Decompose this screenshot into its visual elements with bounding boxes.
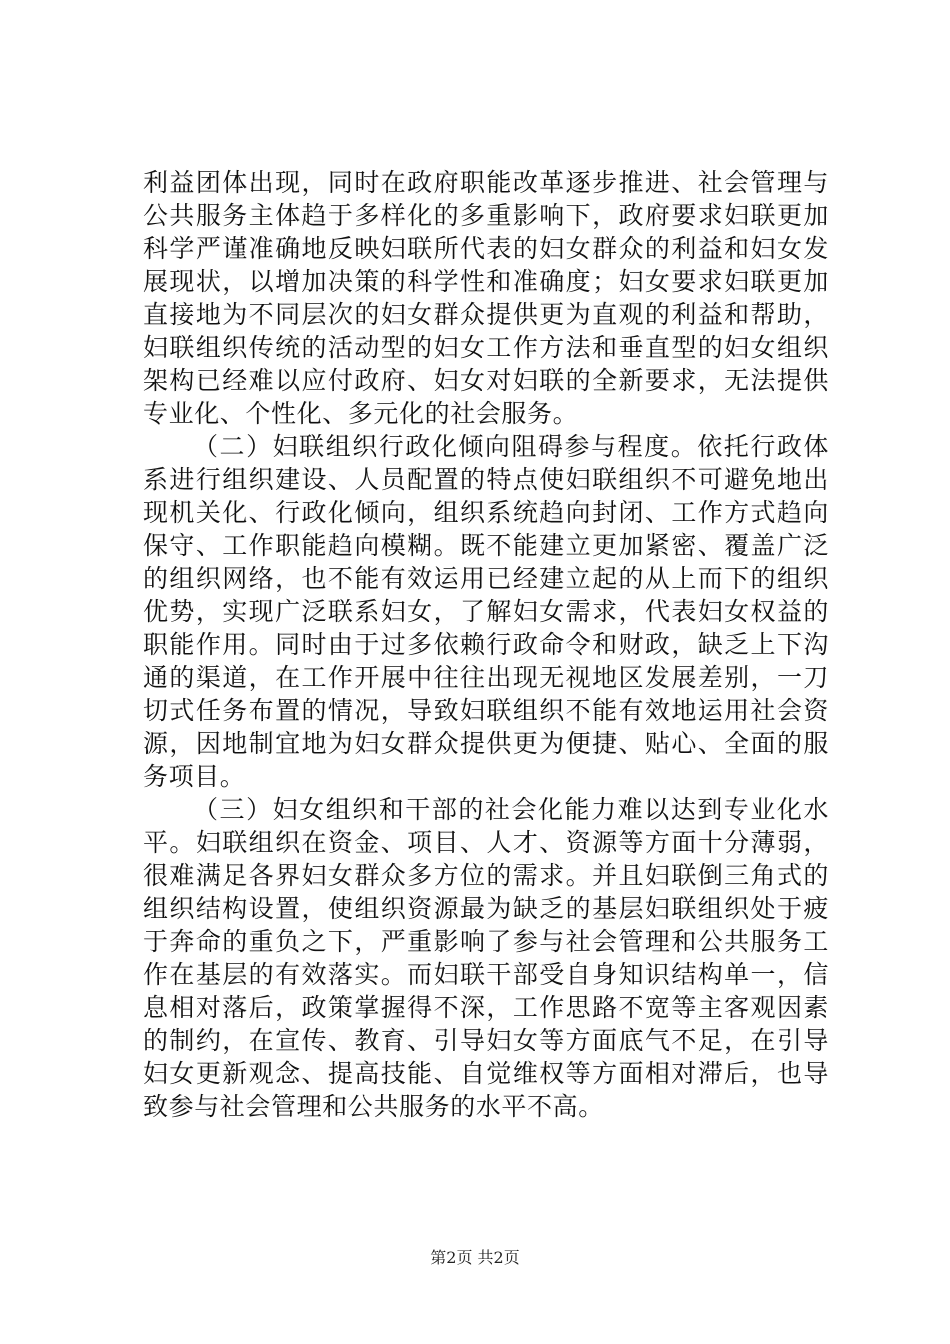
paragraph-continuation: 利益团体出现，同时在政府职能改革逐步推进、社会管理与公共服务主体趋于多样化的多重影响下，政府要求妇联更加科学严谨准确地反映妇联所代表的妇女群众的利益和妇女发展现状，以增加决策的科学性和准确度；妇女要求妇联更加直接地为不同层次的妇女群众提供更为直观的利益和帮助，妇联组织传统的活动型的妇女工作方法和垂直型的妇女组织架构已经难以应付政府、妇女对妇联的全新要求，无法提供专业化、个性化、多元化的社会服务。	[143, 168, 829, 428]
paragraph-section-two: （二）妇联组织行政化倾向阻碍参与程度。依托行政体系进行组织建设、人员配置的特点使妇联组织不可避免地出现机关化、行政化倾向，组织系统趋向封闭、工作方式趋向保守、工作职能趋向模糊。既不能建立更加紧密、覆盖广泛的组织网络，也不能有效运用已经建立起的从上而下的组织优势，实现广泛联系妇女，了解妇女需求，代表妇女权益的职能作用。同时由于过多依赖行政命令和财政，缺乏上下沟通的渠道，在工作开展中往往出现无视地区发展差别，一刀切式任务布置的情况，导致妇联组织不能有效地运用社会资源，因地制宜地为妇女群众提供更为便捷、贴心、全面的服务项目。	[143, 432, 829, 791]
paragraph-section-three: （三）妇女组织和干部的社会化能力难以达到专业化水平。妇联组织在资金、项目、人才、资源等方面十分薄弱，很难满足各界妇女群众多方位的需求。并且妇联倒三角式的组织结构设置，使组织资源最为缺乏的基层妇联组织处于疲于奔命的重负之下，严重影响了参与社会管理和公共服务工作在基层的有效落实。而妇联干部受自身知识结构单一，信息相对落后，政策掌握得不深，工作思路不宽等主客观因素的制约，在宣传、教育、引导妇女等方面底气不足，在引导妇女更新观念、提高技能、自觉维权等方面相对滞后，也导致参与社会管理和公共服务的水平不高。	[143, 795, 829, 1121]
document-body	[143, 166, 829, 1123]
page-number-footer: 第2页 共2页	[430, 1248, 520, 1267]
